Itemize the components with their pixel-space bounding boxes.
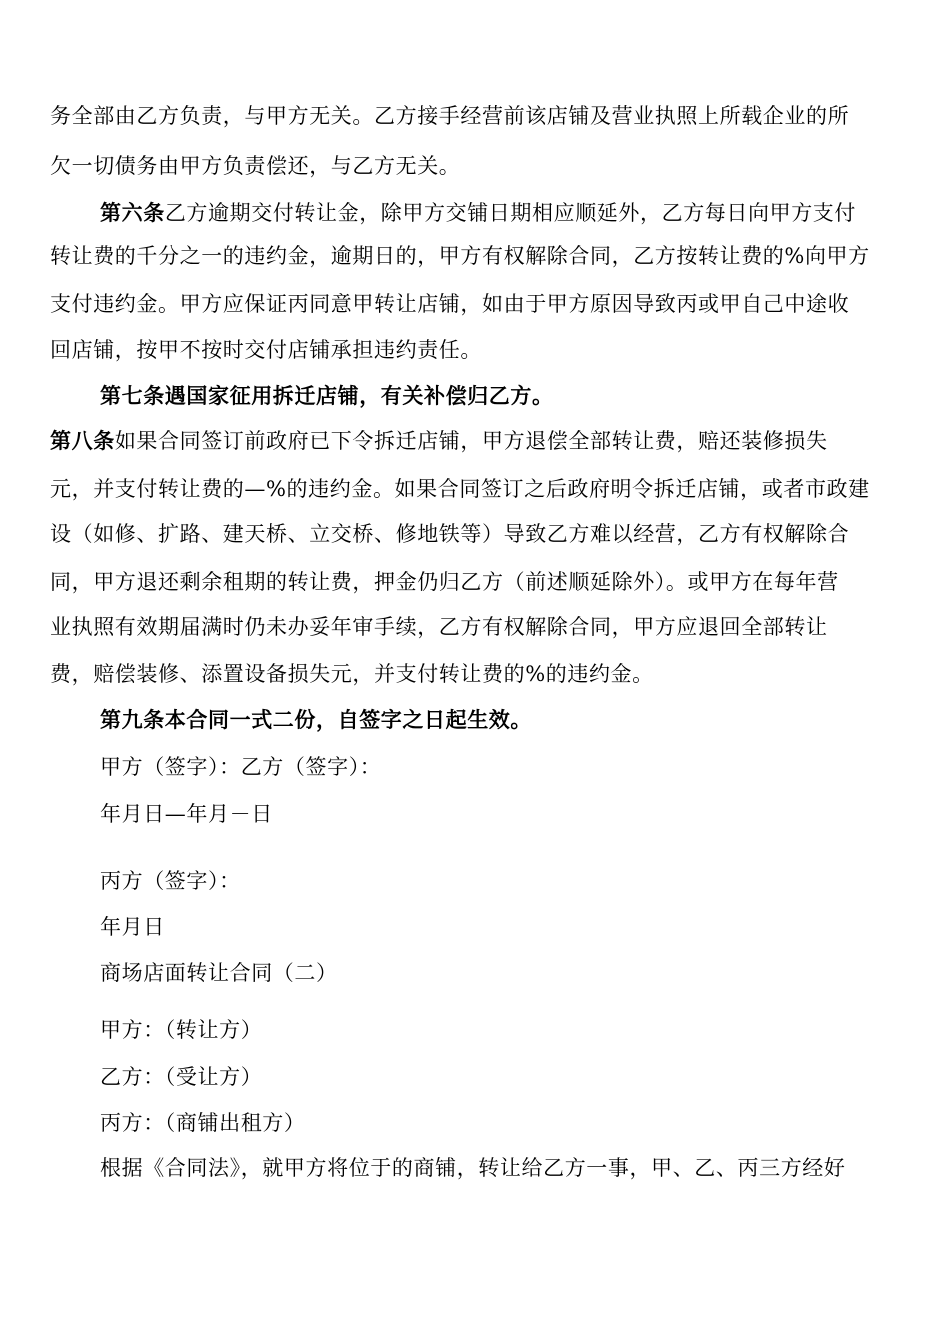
line-text: 元，并支付转让费的—%的违约金。如果合同签订之后政府明令拆迁店铺，或者市政建 bbox=[50, 477, 870, 501]
line-text: 年月日 bbox=[100, 915, 165, 939]
paragraph-line bbox=[50, 335, 910, 365]
line-text: 年月日—年月－日 bbox=[100, 802, 273, 826]
paragraph-line bbox=[50, 241, 910, 271]
paragraph-line bbox=[50, 659, 910, 689]
line-text: 根据《合同法》，就甲方将位于的商铺，转让给乙方一事，甲、乙、丙三方经好 bbox=[100, 1156, 846, 1180]
paragraph-line bbox=[50, 519, 910, 549]
line-text: 甲方：（转让方） bbox=[100, 1018, 263, 1042]
signature-line bbox=[100, 752, 910, 782]
line-text: 费，赔偿装修、添置设备损失元，并支付转让费的%的违约金。 bbox=[50, 662, 654, 686]
line-text: 乙方：（受让方） bbox=[100, 1065, 263, 1089]
party-line bbox=[100, 1062, 910, 1092]
line-text: 欠一切债务由甲方负责偿还，与乙方无关。 bbox=[50, 154, 461, 178]
line-text: 设（如修、扩路、建天桥、立交桥、修地铁等）导致乙方难以经营，乙方有权解除合 bbox=[50, 522, 850, 546]
article-6-line bbox=[100, 198, 910, 228]
line-text: 如果合同签订前政府已下令拆迁店铺，甲方退偿全部转让费，赔还装修损失 bbox=[114, 429, 828, 453]
line-text: 务全部由乙方负责，与甲方无关。乙方接手经营前该店铺及营业执照上所载企业的所 bbox=[50, 104, 850, 128]
date-line bbox=[100, 799, 910, 829]
paragraph-line bbox=[50, 101, 910, 131]
line-text: 业执照有效期届满时仍未办妥年审手续，乙方有权解除合同，甲方应退回全部转让 bbox=[50, 615, 828, 639]
party-line bbox=[100, 1015, 910, 1045]
paragraph-line bbox=[50, 612, 910, 642]
paragraph-line bbox=[100, 1153, 910, 1183]
line-text: 回店铺，按甲不按时交付店铺承担违约责任。 bbox=[50, 338, 482, 362]
article-8-line bbox=[50, 426, 910, 456]
paragraph-line bbox=[50, 151, 910, 181]
date-line bbox=[100, 912, 910, 942]
article-heading: 第九条本合同一式二份，自签字之日起生效。 bbox=[100, 707, 532, 732]
signature-line bbox=[100, 866, 910, 896]
line-text: 丙方：（商铺出租方） bbox=[100, 1111, 306, 1135]
article-9-line bbox=[100, 705, 910, 735]
line-text: 甲方（签字）：乙方（签字）： bbox=[100, 755, 382, 779]
paragraph-line bbox=[50, 289, 910, 319]
line-text: 支付违约金。甲方应保证丙同意甲转让店铺，如由于甲方原因导致丙或甲自己中途收 bbox=[50, 292, 850, 316]
line-text: 丙方（签字）： bbox=[100, 869, 241, 893]
party-line bbox=[100, 1108, 910, 1138]
contract-title bbox=[100, 958, 910, 988]
article-heading: 第七条遇国家征用拆迁店铺，有关补偿归乙方。 bbox=[100, 383, 554, 408]
line-text: 转让费的千分之一的违约金，逾期日的，甲方有权解除合同，乙方按转让费的%向甲方 bbox=[50, 244, 870, 268]
line-text: 商场店面转让合同（二） bbox=[100, 961, 338, 985]
paragraph-line bbox=[50, 567, 910, 597]
line-text: 乙方逾期交付转让金，除甲方交铺日期相应顺延外，乙方每日向甲方支付 bbox=[164, 201, 857, 225]
article-heading: 第八条 bbox=[50, 428, 115, 453]
line-text: 同，甲方退还剩余租期的转让费，押金仍归乙方（前述顺延除外）。或甲方在每年营 bbox=[50, 570, 839, 594]
article-7-line bbox=[100, 381, 910, 411]
paragraph-line bbox=[50, 474, 910, 504]
article-heading: 第六条 bbox=[100, 200, 165, 225]
